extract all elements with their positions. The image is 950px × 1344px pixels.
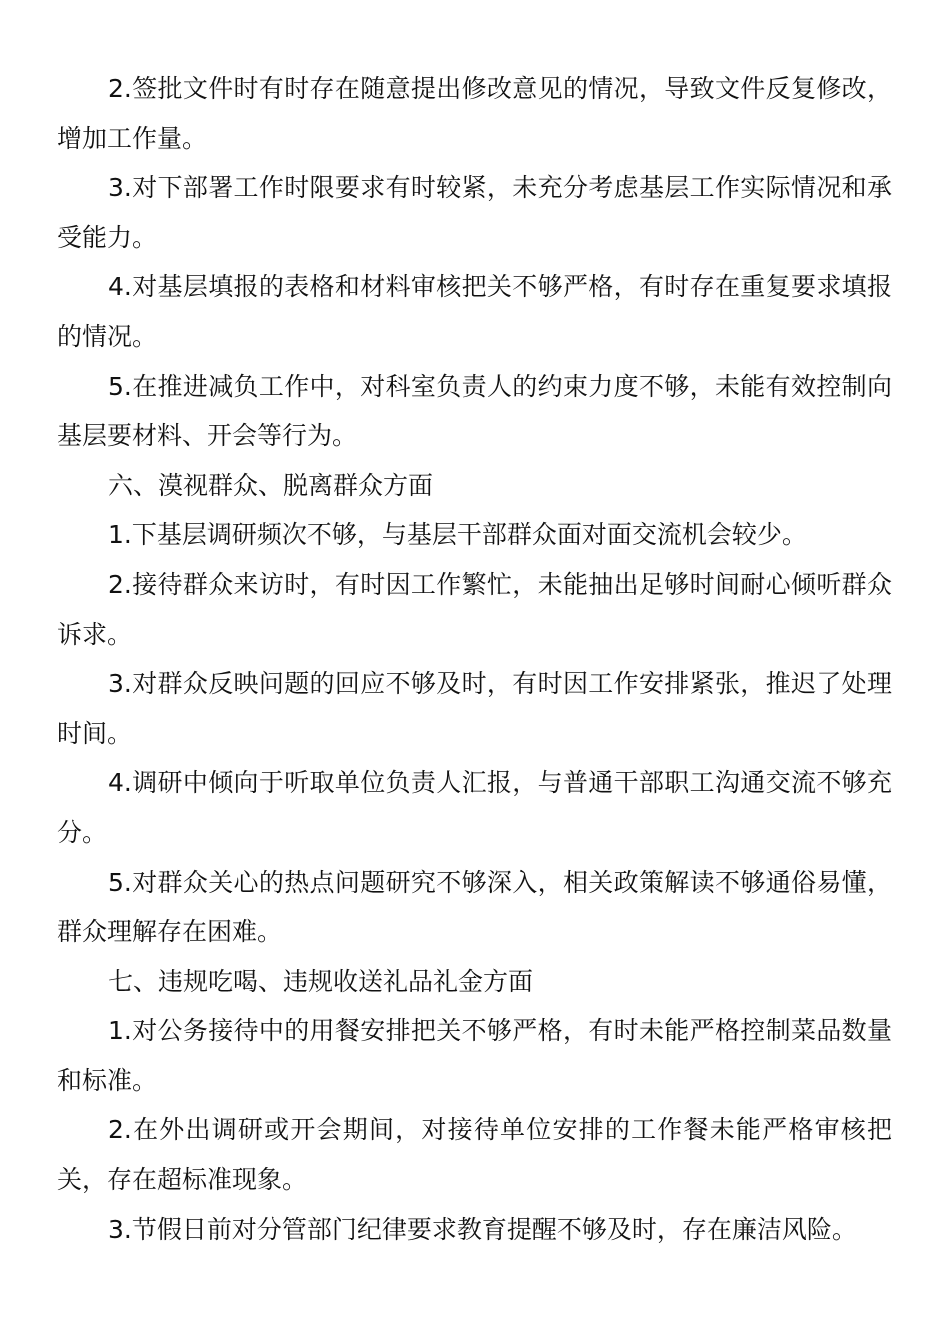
section-heading: 六、漠视群众、脱离群众方面 bbox=[108, 470, 434, 500]
paragraph: 4.对基层填报的表格和材料审核把关不够严格，有时存在重复要求填报的情况。 bbox=[57, 272, 892, 351]
paragraph: 2.接待群众来访时，有时因工作繁忙，未能抽出足够时间耐心倾听群众诉求。 bbox=[57, 569, 892, 649]
paragraph: 3.对群众反映问题的回应不够及时，有时因工作安排紧张，推迟了处理时间。 bbox=[57, 669, 892, 748]
document-page bbox=[57, 64, 892, 1254]
paragraph: 2.在外出调研或开会期间，对接待单位安排的工作餐未能严格审核把关，存在超标准现象。 bbox=[57, 1115, 892, 1195]
paragraph: 3.对下部署工作时限要求有时较紧，未充分考虑基层工作实际情况和承受能力。 bbox=[57, 173, 892, 252]
paragraph: 4.调研中倾向于听取单位负责人汇报，与普通干部职工沟通交流不够充分。 bbox=[57, 768, 892, 847]
paragraph: 1.下基层调研频次不够，与基层干部群众面对面交流机会较少。 bbox=[108, 520, 807, 550]
paragraph: 5.对群众关心的热点问题研究不够深入，相关政策解读不够通俗易懂，群众理解存在困难。 bbox=[57, 867, 892, 947]
section-heading: 七、违规吃喝、违规收送礼品礼金方面 bbox=[108, 966, 534, 996]
paragraph: 2.签批文件时有时存在随意提出修改意见的情况，导致文件反复修改，增加工作量。 bbox=[57, 74, 892, 153]
paragraph: 5.在推进减负工作中，对科室负责人的约束力度不够，未能有效控制向基层要材料、开会等行为。 bbox=[57, 371, 892, 451]
paragraph: 3.节假日前对分管部门纪律要求教育提醒不够及时，存在廉洁风险。 bbox=[108, 1214, 857, 1244]
paragraph: 1.对公务接待中的用餐安排把关不够严格，有时未能严格控制菜品数量和标准。 bbox=[57, 1016, 892, 1095]
